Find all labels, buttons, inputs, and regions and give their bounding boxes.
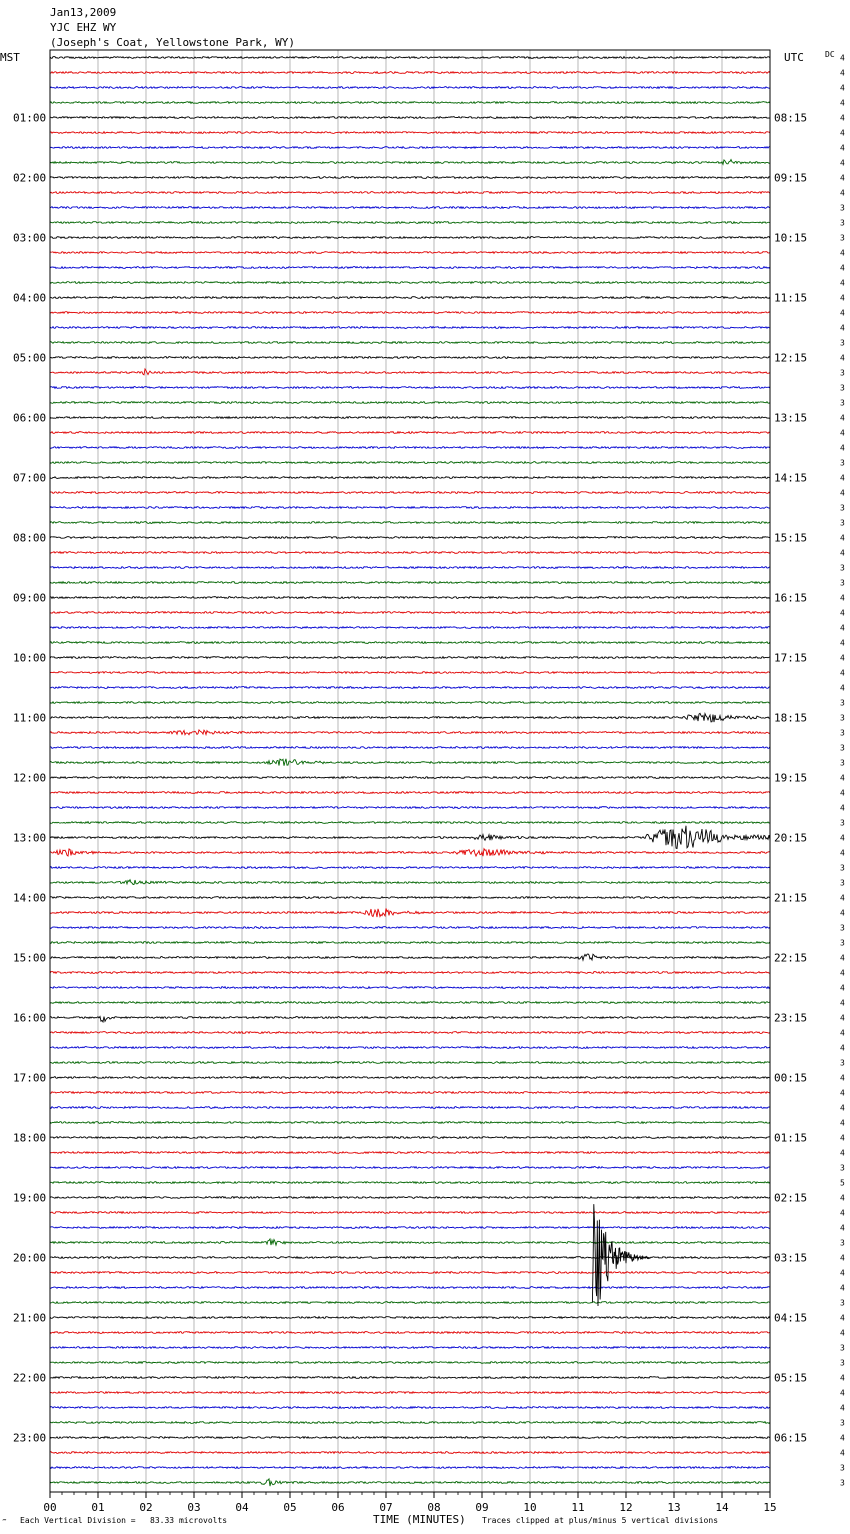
earthquake-burst [592,1204,649,1306]
trace-line [50,687,770,689]
trace-line [50,1077,770,1079]
trace-line [50,867,770,869]
trace-line [50,1467,770,1469]
dc-value: 4 [840,593,845,603]
dc-value: 4 [840,1373,845,1383]
trace-line [50,1092,770,1094]
utc-hour-label: 01:15 [774,1131,808,1145]
utc-hour-label: 09:15 [774,171,808,185]
dc-value: 3 [840,578,845,588]
utc-hour-label: 14:15 [774,471,808,485]
trace-line [50,1437,770,1439]
dc-value: 4 [840,983,845,993]
dc-value: 3 [840,218,845,228]
trace-line [50,1152,770,1154]
dc-value: 3 [840,728,845,738]
mst-hour-label: 13:00 [13,831,47,845]
utc-hour-label: 18:15 [774,711,808,725]
dc-value: 4 [840,1148,845,1158]
utc-hour-label: 11:15 [774,291,808,305]
utc-hour-label: 17:15 [774,651,808,665]
dc-value: 4 [840,1103,845,1113]
trace-line [50,507,770,509]
dc-value: 4 [840,278,845,288]
dc-value: 4 [840,848,845,858]
right-axis-title: UTC [784,51,804,64]
trace-line [50,1197,770,1199]
dc-value: 4 [840,413,845,423]
dc-value: 4 [840,173,845,183]
dc-value: 4 [840,428,845,438]
trace-line [50,954,770,960]
trace-line [50,1257,770,1259]
trace-line [50,1302,770,1304]
mst-hour-label: 23:00 [13,1431,47,1445]
trace-line [50,147,770,149]
utc-hour-labels [774,112,807,1445]
mst-hour-label: 01:00 [13,111,47,125]
trace-line [50,282,770,284]
trace-line [50,462,770,464]
dc-value: 4 [840,1043,845,1053]
dc-value: 4 [840,1433,845,1443]
dc-value: 3 [840,698,845,708]
trace-line [50,777,770,779]
dc-value: 3 [840,923,845,933]
trace-line [50,537,770,539]
utc-hour-label: 21:15 [774,891,808,905]
dc-value: 3 [840,713,845,723]
trace-line [50,207,770,209]
trace-line [50,1016,770,1021]
trace-line [50,327,770,329]
utc-hour-label: 02:15 [774,1191,808,1205]
utc-hour-label: 10:15 [774,231,808,245]
scale-note: Each Vertical Division = 83.33 microvolts [20,1516,228,1525]
trace-line [50,417,770,419]
dc-value: 4 [840,188,845,198]
dc-value: 4 [840,638,845,648]
dc-offset-values [840,54,845,1488]
trace-line [50,1272,770,1274]
dc-value: 3 [840,383,845,393]
dc-value: 3 [840,818,845,828]
dc-value: 4 [840,908,845,918]
x-tick-label: 01 [91,1501,105,1514]
dc-value: 4 [840,1223,845,1233]
trace-line [50,1002,770,1004]
footer-mark: ‴ [2,1518,7,1527]
trace-line [50,849,770,856]
dc-value: 4 [840,608,845,618]
trace-line [50,713,770,722]
dc-value: 4 [840,653,845,663]
mst-hour-label: 15:00 [13,951,47,965]
dc-value: 4 [840,53,845,63]
trace-line [50,192,770,194]
dc-value: 3 [840,1163,845,1173]
trace-line [50,807,770,809]
dc-value: 4 [840,1448,845,1458]
utc-hour-label: 23:15 [774,1011,808,1025]
x-tick-label: 03 [187,1501,201,1514]
dc-value: 4 [840,443,845,453]
utc-hour-label: 05:15 [774,1371,808,1385]
dc-value: 3 [840,743,845,753]
seismic-traces [50,57,770,1487]
dc-value: 3 [840,1238,845,1248]
dc-value: 4 [840,293,845,303]
utc-hour-label: 03:15 [774,1251,808,1265]
dc-value: 3 [840,1463,845,1473]
dc-value: 4 [840,683,845,693]
dc-value: 4 [840,1253,845,1263]
trace-line [50,1317,770,1319]
dc-value: 4 [840,323,845,333]
trace-line [50,1287,770,1289]
trace-line [50,1407,770,1409]
mst-hour-label: 20:00 [13,1251,47,1265]
x-tick-label: 00 [43,1501,57,1514]
dc-value: 4 [840,308,845,318]
trace-line [50,1362,770,1364]
x-tick-label: 04 [235,1501,249,1514]
x-tick-label: 05 [283,1501,297,1514]
dc-value: 3 [840,938,845,948]
trace-line [50,1032,770,1034]
trace-line [50,1347,770,1349]
trace-line [50,552,770,554]
dc-value: 3 [840,563,845,573]
dc-value: 3 [840,1058,845,1068]
utc-hour-label: 00:15 [774,1071,808,1085]
mst-hour-label: 09:00 [13,591,47,605]
dc-value: 4 [840,968,845,978]
trace-line [50,1047,770,1049]
mst-hour-label: 17:00 [13,1071,47,1085]
trace-line [50,908,770,917]
mst-hour-label: 11:00 [13,711,47,725]
trace-line [50,432,770,434]
trace-line [50,369,770,375]
trace-line [50,492,770,494]
plot-frame [50,50,770,1492]
dc-value: 3 [840,878,845,888]
trace-line [50,1452,770,1454]
left-axis-title: MST [0,51,20,64]
mst-hour-label: 18:00 [13,1131,47,1145]
trace-line [50,357,770,359]
minute-gridlines [98,50,722,1492]
trace-line [50,759,770,766]
trace-line [50,567,770,569]
trace-line [50,160,770,165]
dc-value: 3 [840,863,845,873]
dc-value: 4 [840,998,845,1008]
dc-value: 4 [840,1193,845,1203]
dc-value: 4 [840,473,845,483]
dc-value: 4 [840,833,845,843]
dc-value: 3 [840,398,845,408]
x-tick-label: 10 [523,1501,537,1514]
trace-line [50,222,770,224]
x-tick-label: 06 [331,1501,345,1514]
mst-hour-label: 16:00 [13,1011,47,1025]
dc-value: 4 [840,803,845,813]
trace-line [50,597,770,599]
dc-value: 4 [840,1403,845,1413]
dc-value: 3 [840,1298,845,1308]
dc-value: 4 [840,113,845,123]
dc-value: 4 [840,1208,845,1218]
x-tick-label: 07 [379,1501,393,1514]
x-tick-label: 08 [427,1501,441,1514]
trace-line [50,822,770,824]
trace-line [50,522,770,524]
trace-line [50,1239,770,1245]
trace-line [50,730,770,735]
mst-hour-label: 03:00 [13,231,47,245]
trace-line [50,177,770,179]
dc-value: 3 [840,368,845,378]
utc-hour-label: 04:15 [774,1311,808,1325]
trace-line [50,1062,770,1064]
dc-value: 4 [840,548,845,558]
trace-line [50,87,770,89]
trace-line [50,702,770,704]
utc-hour-label: 20:15 [774,831,808,845]
trace-line [50,477,770,479]
mst-hour-label: 21:00 [13,1311,47,1325]
trace-line [50,627,770,629]
trace-line [50,1107,770,1109]
dc-value: 4 [840,158,845,168]
dc-value: 4 [840,1268,845,1278]
clip-note: Traces clipped at plus/minus 5 vertical divisions [482,1516,719,1525]
dc-value: 3 [840,338,845,348]
utc-hour-label: 08:15 [774,111,808,125]
mst-hour-label: 08:00 [13,531,47,545]
dc-value: 4 [840,1313,845,1323]
trace-line [50,57,770,59]
dc-label: DC [825,50,835,59]
trace-line [50,1167,770,1169]
mst-hour-label: 12:00 [13,771,47,785]
trace-line [50,987,770,989]
utc-hour-label: 13:15 [774,411,808,425]
dc-value: 4 [840,668,845,678]
utc-hour-label: 19:15 [774,771,808,785]
dc-value: 4 [840,893,845,903]
trace-line [50,927,770,929]
mst-hour-label: 10:00 [13,651,47,665]
utc-hour-label: 12:15 [774,351,808,365]
trace-line [50,1122,770,1124]
trace-line [50,387,770,389]
dc-value: 4 [840,953,845,963]
dc-value: 3 [840,1418,845,1428]
trace-line [50,267,770,269]
trace-line [50,1182,770,1184]
dc-value: 4 [840,488,845,498]
station-code: YJC EHZ WY [50,21,117,34]
dc-value: 4 [840,788,845,798]
trace-line [50,237,770,239]
trace-line [50,657,770,659]
trace-line [50,447,770,449]
utc-hour-label: 06:15 [774,1431,808,1445]
trace-line [50,672,770,674]
trace-line [50,102,770,104]
dc-value: 4 [840,1073,845,1083]
utc-hour-label: 16:15 [774,591,808,605]
dc-value: 4 [840,263,845,273]
dc-value: 4 [840,773,845,783]
trace-line [50,1137,770,1139]
trace-line [50,747,770,749]
dc-value: 3 [840,503,845,513]
trace-line [50,117,770,119]
dc-value: 3 [840,233,845,243]
dc-value: 4 [840,83,845,93]
dc-value: 4 [840,98,845,108]
mst-hour-label: 22:00 [13,1371,47,1385]
dc-value: 4 [840,353,845,363]
mst-hour-label: 06:00 [13,411,47,425]
dc-value: 4 [840,1328,845,1338]
x-tick-label: 02 [139,1501,153,1514]
trace-line [50,312,770,314]
x-tick-label: 13 [667,1501,681,1514]
trace-line [50,792,770,794]
dc-value: 3 [840,758,845,768]
dc-value: 4 [840,1283,845,1293]
mst-hour-label: 19:00 [13,1191,47,1205]
dc-value: 3 [840,203,845,213]
trace-line [50,880,770,885]
dc-value: 4 [840,143,845,153]
trace-line [50,1377,770,1379]
dc-value: 3 [840,1478,845,1488]
dc-value: 4 [840,1013,845,1023]
trace-line [50,1332,770,1334]
utc-hour-label: 15:15 [774,531,808,545]
trace-line [50,342,770,344]
dc-value: 3 [840,1343,845,1353]
mst-hour-labels [13,112,46,1445]
x-tick-label: 15 [763,1501,777,1514]
x-axis-ticks [43,1492,776,1514]
trace-line [50,132,770,134]
x-tick-label: 12 [619,1501,633,1514]
mst-hour-label: 02:00 [13,171,47,185]
trace-line [50,72,770,74]
dc-value: 3 [840,458,845,468]
dc-value: 4 [840,1088,845,1098]
x-tick-label: 14 [715,1501,729,1514]
dc-value: 4 [840,1133,845,1143]
dc-value: 4 [840,68,845,78]
trace-line [50,1479,770,1486]
dc-value: 4 [840,533,845,543]
mst-hour-label: 07:00 [13,471,47,485]
trace-line [50,582,770,584]
trace-line [50,826,770,849]
x-tick-label: 11 [571,1501,585,1514]
trace-line [50,972,770,974]
trace-line [50,897,770,899]
mst-hour-label: 14:00 [13,891,47,905]
trace-line [50,612,770,614]
trace-line [50,1212,770,1214]
trace-line [50,252,770,254]
dc-value: 4 [840,1028,845,1038]
station-name: (Joseph's Coat, Yellowstone Park, WY) [50,36,296,49]
mst-hour-label: 04:00 [13,291,47,305]
utc-hour-label: 22:15 [774,951,808,965]
dc-value: 3 [840,518,845,528]
trace-line [50,402,770,404]
trace-line [50,1422,770,1424]
trace-line [50,642,770,644]
dc-value: 3 [840,1358,845,1368]
x-tick-label: 09 [475,1501,489,1514]
trace-line [50,297,770,299]
dc-value: 4 [840,1388,845,1398]
station-date: Jan13,2009 [50,6,117,19]
dc-value: 5 [840,1178,845,1188]
dc-value: 4 [840,248,845,258]
dc-value: 4 [840,128,845,138]
trace-line [50,1392,770,1394]
trace-line [50,1227,770,1229]
dc-value: 4 [840,623,845,633]
mst-hour-label: 05:00 [13,351,47,365]
dc-value: 4 [840,1118,845,1128]
x-axis-title: TIME (MINUTES) [373,1513,466,1526]
trace-line [50,942,770,944]
